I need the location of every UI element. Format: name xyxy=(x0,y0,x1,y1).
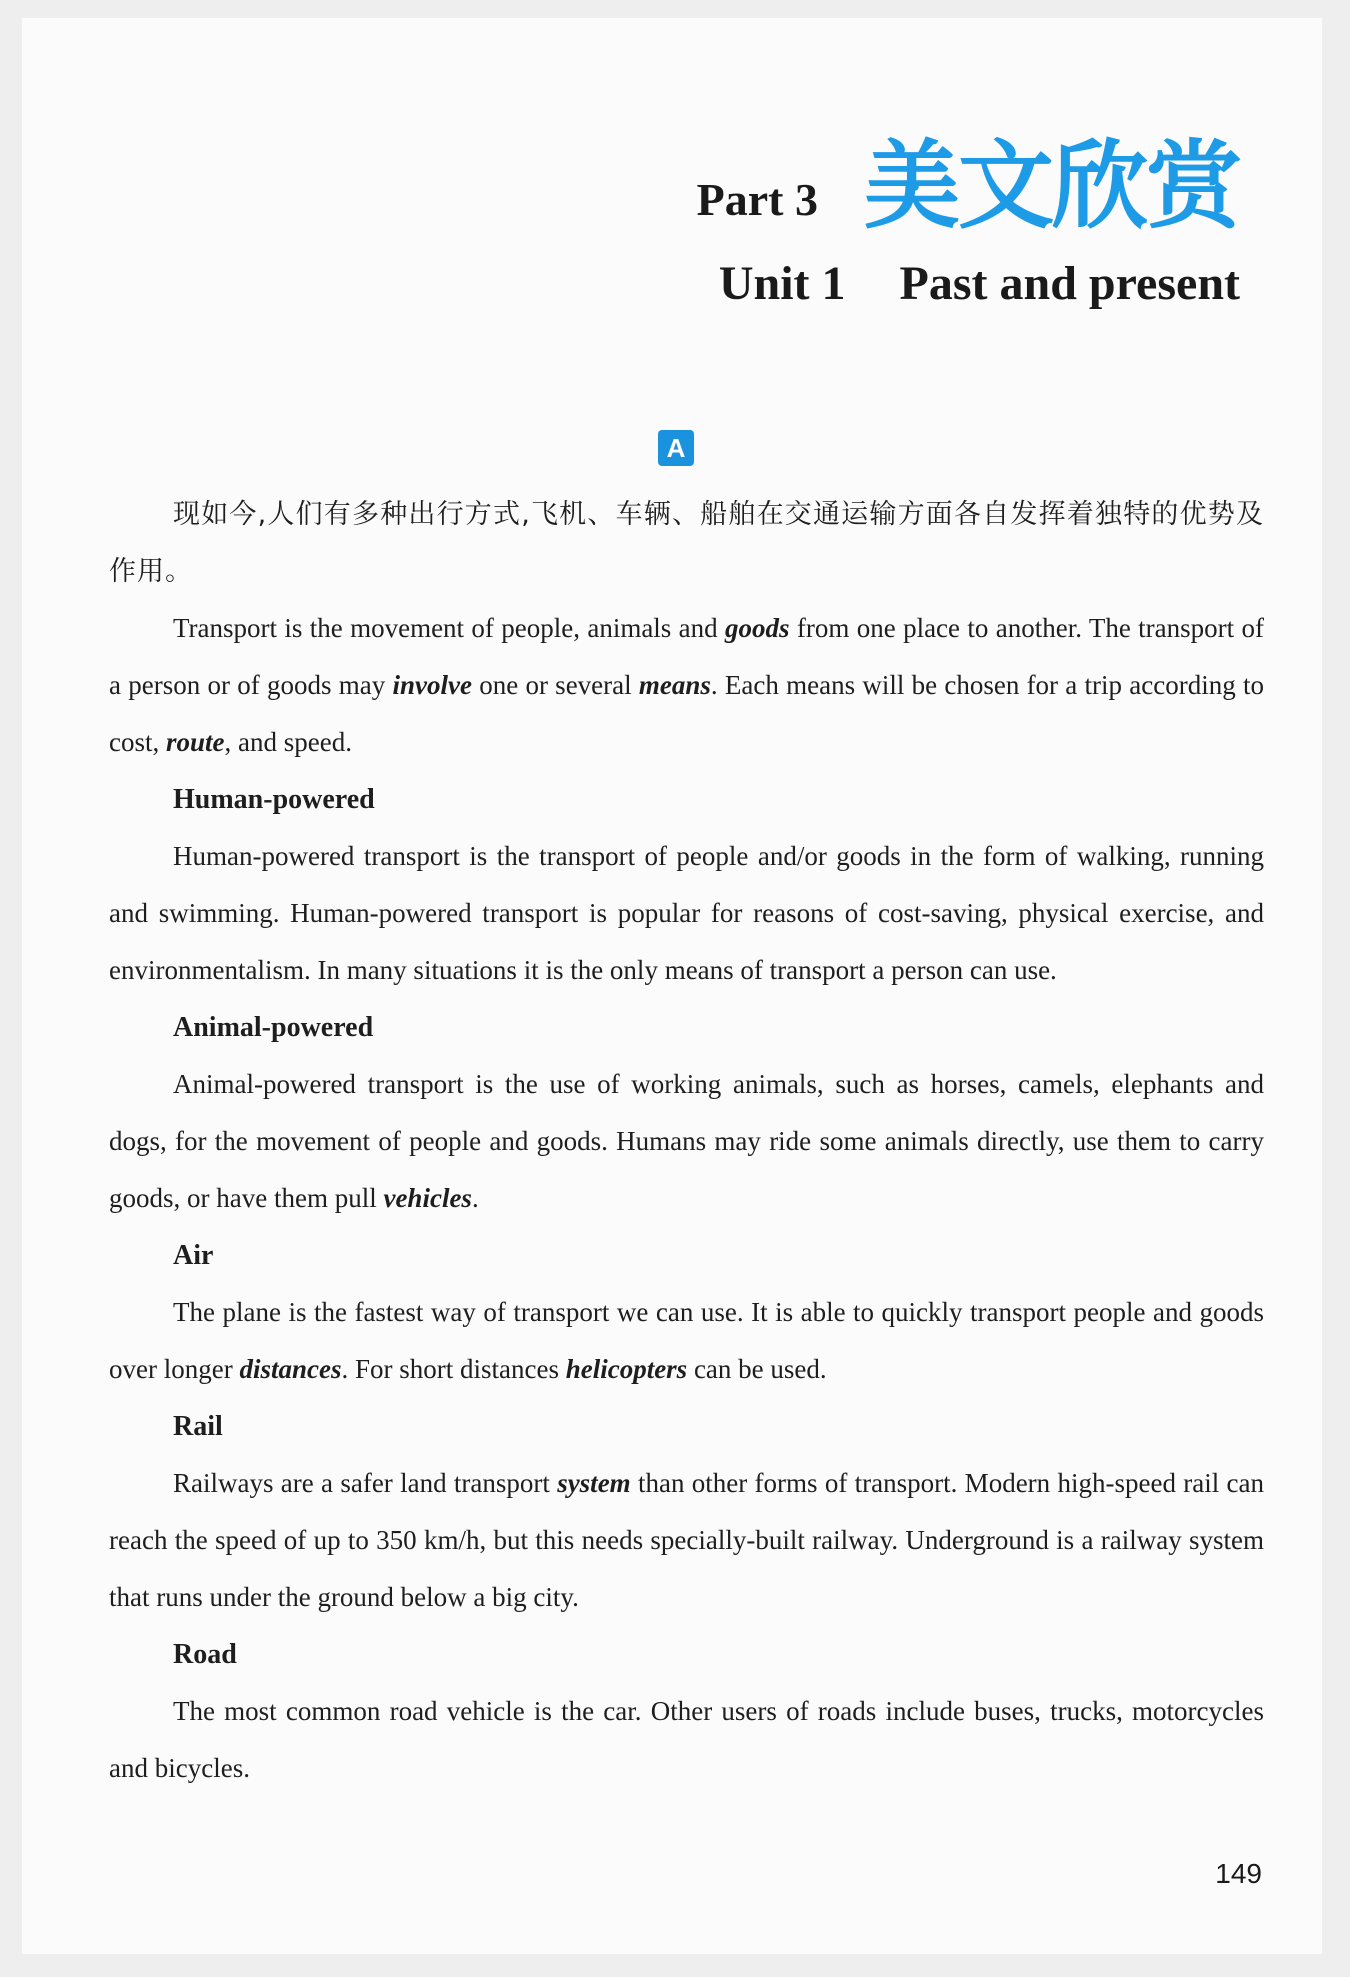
page-number: 149 xyxy=(1215,1858,1262,1889)
text-span: , and speed. xyxy=(224,727,352,757)
keyword-helicopters: helicopters xyxy=(565,1354,688,1384)
keyword-means: means xyxy=(638,670,711,700)
keyword-route: route xyxy=(166,727,225,757)
text-span: Transport is the movement of people, animals and xyxy=(173,613,726,643)
intro-paragraph xyxy=(109,600,1264,771)
book-page xyxy=(22,18,1322,1954)
text-span: Animal-powered transport is the use of working animals, such as horses, camels, elephants and dogs, for the movement of people and goods. Humans may ride some animals directly, use them to carry goods, or have them pull xyxy=(109,1069,1264,1213)
text-span: . Each means will be chosen for a trip according to cost, xyxy=(109,670,1264,757)
text-span: one or several xyxy=(471,670,639,700)
paragraph-human-powered: Human-powered transport is the transport of people and/or goods in the form of walking, running and swimming. Human-powered transport is popular for reasons of cost-saving, physical exercise, and environmentalism. In many situations it is the only means of transport a person can use. xyxy=(109,841,1264,985)
paragraph-road: The most common road vehicle is the car. Other users of roads include buses, trucks, motorcycles and bicycles. xyxy=(109,1696,1264,1783)
section-badge: A xyxy=(658,430,694,466)
heading-rail: Rail xyxy=(173,1411,223,1442)
heading-human-powered: Human-powered xyxy=(173,784,375,815)
text-span: Railways are a safer land transport xyxy=(173,1468,558,1498)
keyword-distances: distances xyxy=(239,1354,342,1384)
heading-air: Air xyxy=(173,1240,214,1271)
text-span: from one place to another. The transport of a person or of goods may xyxy=(109,613,1264,700)
keyword-vehicles: vehicles xyxy=(383,1183,472,1213)
heading-animal-powered: Animal-powered xyxy=(173,1012,374,1043)
paragraph-animal-powered xyxy=(109,1056,1264,1227)
text-span: . xyxy=(471,1183,479,1213)
article-body xyxy=(109,486,1264,1797)
text-span: can be used. xyxy=(687,1354,827,1384)
chinese-title: 美文欣赏 xyxy=(864,130,1240,242)
unit-label: Unit 1 xyxy=(718,257,846,310)
keyword-system: system xyxy=(557,1468,631,1498)
paragraph-rail xyxy=(109,1455,1264,1626)
text-span: than other forms of transport. Modern high-speed rail can reach the speed of up to 350 km/h, but this needs specially-built railway. Underground is a railway system that runs under the ground below a big city. xyxy=(109,1468,1264,1612)
text-span: The plane is the fastest way of transport we can use. It is able to quickly transport people and goods over longer xyxy=(109,1297,1264,1384)
intro-chinese: 现如今,人们有多种出行方式,飞机、车辆、船舶在交通运输方面各自发挥着独特的优势及作用。 xyxy=(109,499,1264,587)
text-span: . For short distances xyxy=(341,1354,566,1384)
unit-title: Past and present xyxy=(899,257,1240,310)
keyword-goods: goods xyxy=(725,613,790,643)
paragraph-air xyxy=(109,1284,1264,1398)
heading-road: Road xyxy=(173,1639,237,1670)
unit-header xyxy=(719,256,1240,311)
part-label: Part 3 xyxy=(696,173,818,225)
part-header xyxy=(696,130,1240,242)
keyword-involve: involve xyxy=(392,670,472,700)
